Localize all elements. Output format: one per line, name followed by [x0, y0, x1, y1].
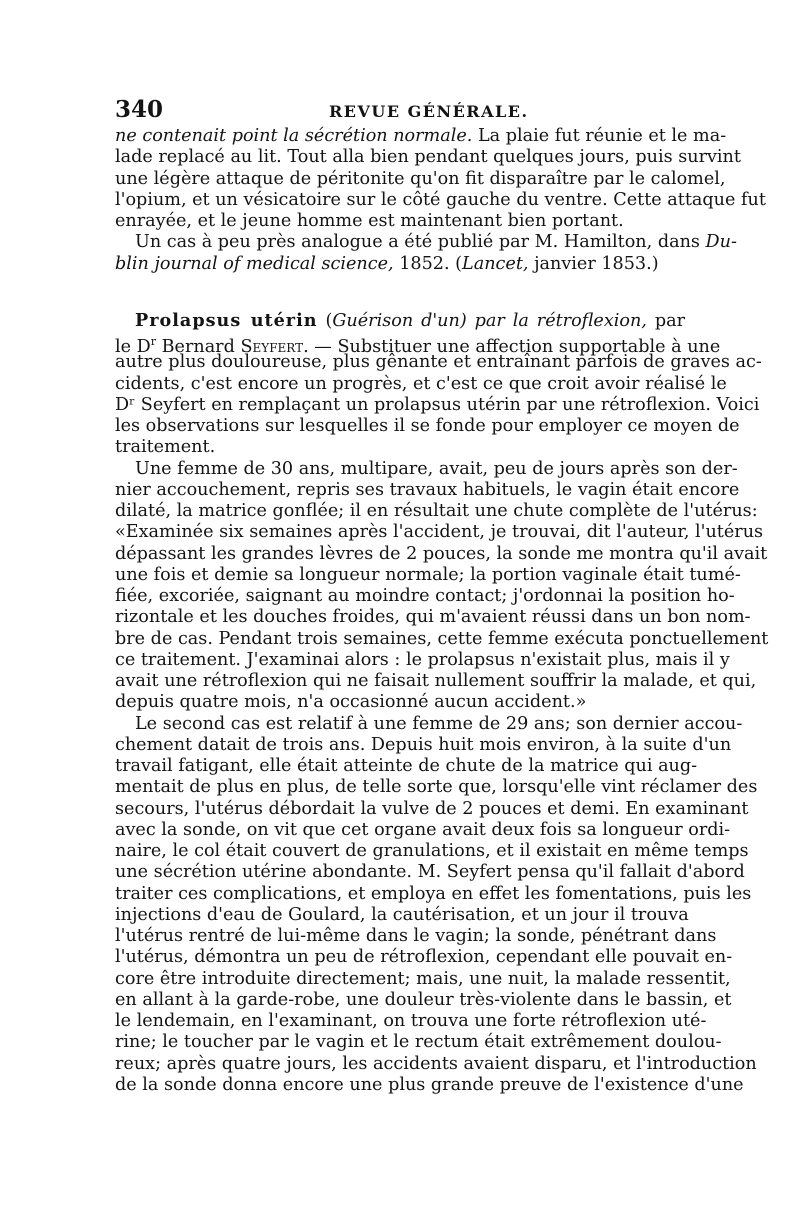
article-title-line: Prolapsus utérin (Guérison d'un) par la rétroflexion, par [135, 309, 686, 331]
page-header [115, 96, 685, 126]
text-line: l'utérus rentré de lui-même dans le vagin; la sonde, pénétrant dans [115, 926, 717, 946]
text-line: rine; le toucher par le vagin et le rectum était extrêmement doulou- [115, 1032, 722, 1053]
text-line: mentait de plus en plus, de telle sorte que, lorsqu'elle vint réclamer des [115, 777, 758, 798]
text-line: une fois et demie sa longueur normale; la portion vaginale était tumé- [115, 564, 741, 585]
text-line: rizontale et les douches froides, qui m'avaient réussi dans un bon nom- [115, 607, 751, 628]
text-line: ne contenait point la sécrétion normale. La plaie fut réunie et le ma- [115, 126, 727, 146]
text-line: naire, le col était couvert de granulations, et il existait en même temps [115, 841, 749, 861]
text-line: ce traitement. J'examinai alors : le prolapsus n'existait plus, mais il y [115, 649, 730, 670]
text-line: en allant à la garde-robe, une douleur très-violente dans le bassin, et [115, 989, 732, 1010]
text-line: secours, l'utérus débordait la vulve de 2 pouces et demi. En examinant [115, 798, 749, 819]
text-line: dépassant les grandes lèvres de 2 pouces, la sonde me montra qu'il avait [115, 543, 768, 564]
text-line: cidents, c'est encore un progrès, et c'est ce que croit avoir réalisé le [115, 373, 727, 394]
text-line: traitement. [115, 437, 216, 458]
text-line: avec la sonde, on vit que cet organe avait deux fois sa longueur ordi- [115, 819, 731, 840]
text-line: traiter ces complications, et employa en effet les fomentations, puis les [115, 883, 752, 904]
text-line: le $D^r$ Bernard Seyfert. — Substituer une affection supportable à une [115, 335, 721, 357]
text-line: Une femme de 30 ans, multipare, avait, peu de jours après son der- [135, 458, 738, 479]
text-line: l'opium, et un vésicatoire sur le côté gauche du ventre. Cette attaque fut [115, 189, 766, 210]
text-line: Dʳ Seyfert en remplaçant un prolapsus utérin par une rétroflexion. Voici [115, 394, 760, 415]
text-line: lade replacé au lit. Tout alla bien pendant quelques jours, puis survint [115, 147, 741, 168]
text-line: avait une rétroflexion qui ne faisait nullement souffrir la malade, et qui, [115, 671, 757, 691]
section-gap [115, 275, 685, 310]
text-line: «Examinée six semaines après l'accident, je trouvai, dit l'auteur, l'utérus [115, 522, 764, 543]
text-line: une sécrétion utérine abondante. M. Seyfert pensa qu'il fallait d'abord [115, 862, 745, 883]
text-line: travail fatigant, elle était atteinte de chute de la matrice qui aug- [115, 756, 698, 776]
running-title: REVUE GÉNÉRALE. [329, 102, 529, 121]
text-line: dilaté, la matrice gonflée; il en résultait une chute complète de l'utérus: [115, 501, 758, 521]
text-line: de la sonde donna encore une plus grande preuve de l'existence d'une [115, 1074, 744, 1095]
text-line: les observations sur lesquelles il se fonde pour employer ce moyen de [115, 416, 740, 436]
text-line: bre de cas. Pendant trois semaines, cette femme exécuta ponctuellement [115, 628, 769, 649]
text-line: reux; après quatre jours, les accidents avaient disparu, et l'introduction [115, 1053, 757, 1074]
text-line: depuis quatre mois, n'a occasionné aucun accident.» [115, 692, 587, 713]
text-line: fiée, excoriée, saignant au moindre contact; j'ordonnai la position ho- [115, 586, 735, 606]
text-line: le lendemain, en l'examinant, on trouva une forte rétroflexion uté- [115, 1011, 707, 1031]
text-line: injections d'eau de Goulard, la cautérisation, et un jour il trouva [115, 904, 689, 925]
text-line: enrayée, et le jeune homme est maintenant bien portant. [115, 211, 624, 231]
text-line: nier accouchement, repris ses travaux habituels, le vagin était encore [115, 479, 740, 500]
article-title: Prolapsus utérin [135, 309, 318, 331]
text-line: Le second cas est relatif à une femme de 29 ans; son dernier accou- [135, 713, 743, 734]
text-line: une légère attaque de péritonite qu'on fit disparaître par le calomel, [115, 168, 726, 189]
text-line: blin journal of medical science, 1852. (Lancet, janvier 1853.) [115, 253, 659, 274]
text-line: autre plus douloureuse, plus gênante et entraînant parfois de graves ac- [115, 352, 762, 373]
text-line: chement datait de trois ans. Depuis huit mois environ, à la suite d'un [115, 734, 732, 755]
body-text [115, 126, 769, 1096]
text-line: core être introduite directement; mais, une nuit, la malade ressentit, [115, 968, 731, 989]
text-line: Un cas à peu près analogue a été publié par M. Hamilton, dans Du- [135, 232, 737, 253]
page-number: 340 [115, 96, 164, 123]
text-line: l'utérus, démontra un peu de rétroflexion, cependant elle pouvait en- [115, 947, 733, 968]
author-name: Seyfert [240, 336, 304, 357]
